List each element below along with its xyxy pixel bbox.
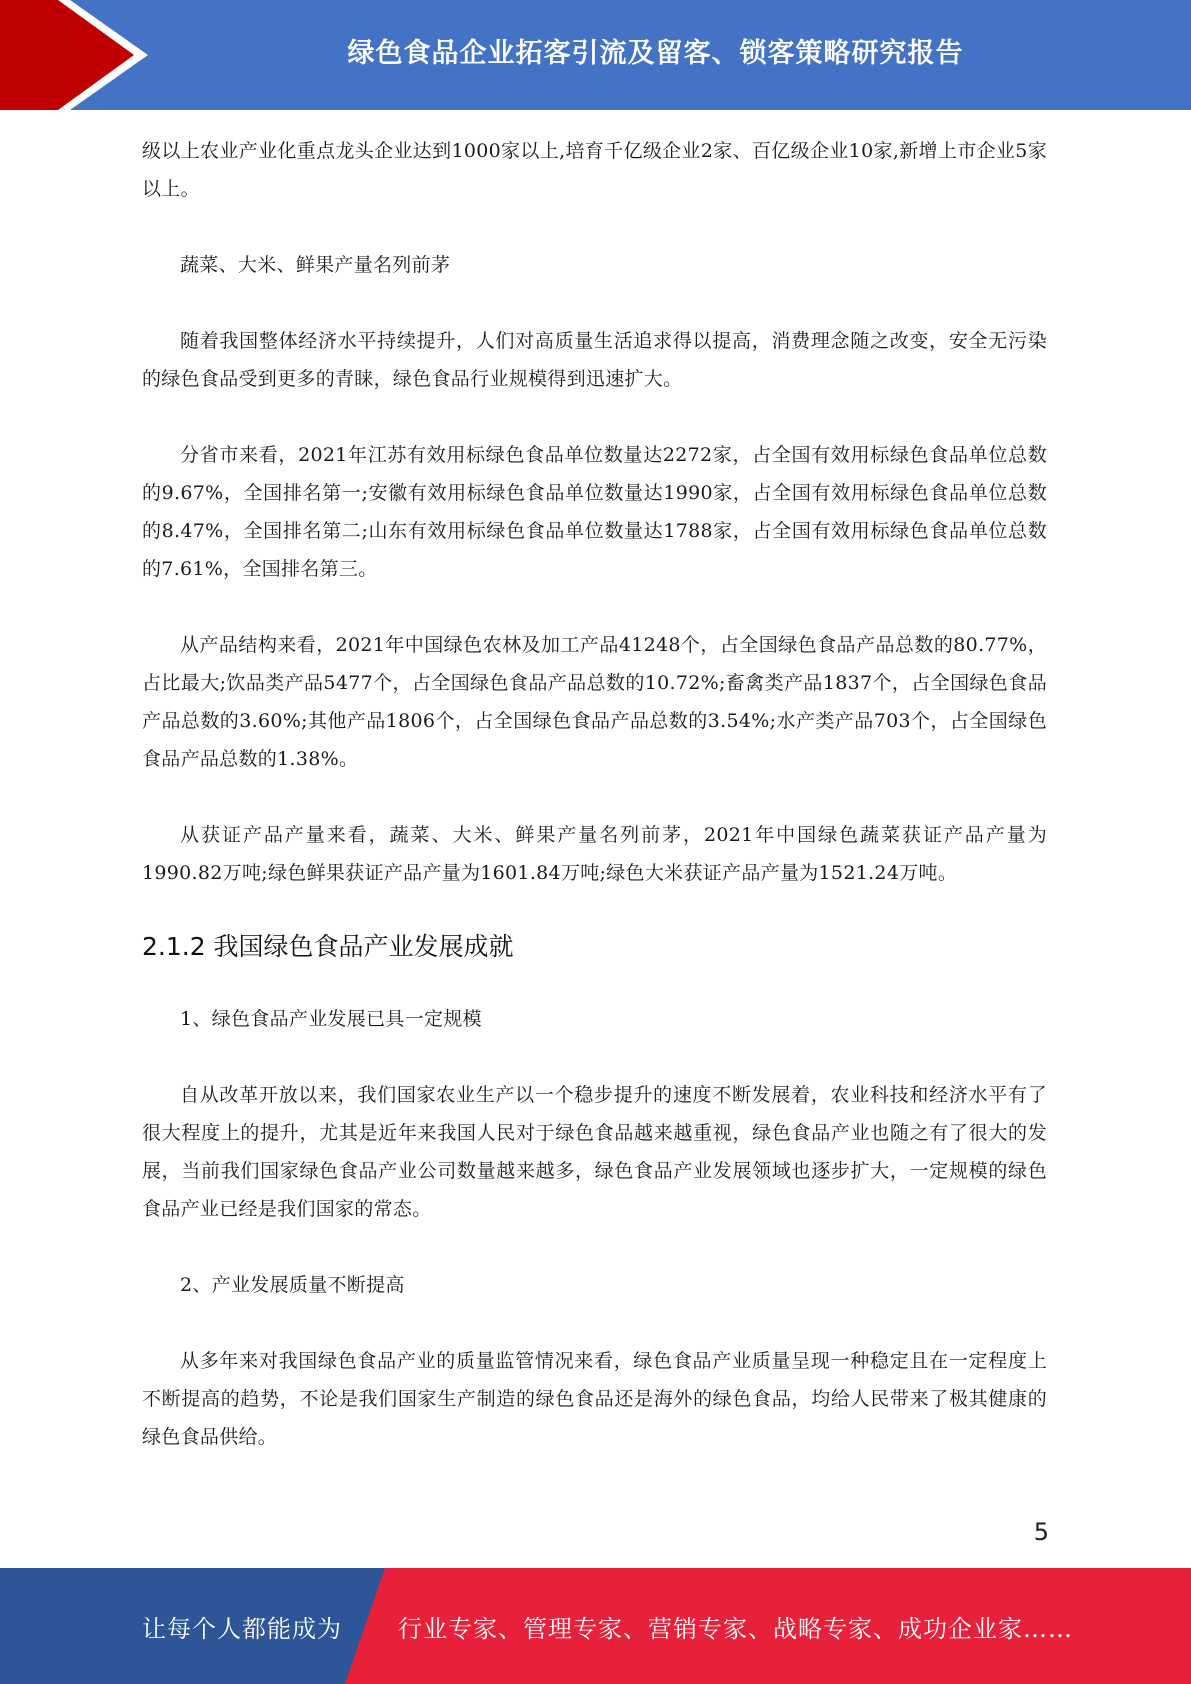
document-body — [142, 132, 1047, 1494]
paragraph-by-province: 分省市来看，2021年江苏有效用标绿色食品单位数量达2272家，占全国有效用标绿色食品单位总数的9.67%，全国排名第一;安徽有效用标绿色食品单位数量达1990家，占全国有效用标绿色食品单位总数的8.47%，全国排名第二;山东有效用标绿色食品单位数量达1788家，占全国有效用标绿色食品单位总数的7.61%，全国排名第三。 — [142, 444, 1047, 580]
paragraph-continuation: 级以上农业产业化重点龙头企业达到1000家以上,培育千亿级企业2家、百亿级企业10家,新增上市企业5家以上。 — [142, 140, 1047, 200]
paragraph-reform-development: 自从改革开放以来，我们国家农业生产以一个稳步提升的速度不断发展着，农业科技和经济水平有了很大程度上的提升，尤其是近年来我国人民对于绿色食品越来越重视，绿色食品产业也随之有了很大的发展，当前我们国家绿色食品产业公司数量越来越多，绿色食品产业发展领域也逐步扩大，一定规模的绿色食品产业已经是我们国家的常态。 — [142, 1084, 1047, 1220]
page-header — [0, 0, 1191, 110]
paragraph-certified-output: 从获证产品产量来看，蔬菜、大米、鲜果产量名列前茅，2021年中国绿色蔬菜获证产品产量为1990.82万吨;绿色鲜果获证产品产量为1601.84万吨;绿色大米获证产品产量为1521.24万吨。 — [142, 824, 1047, 884]
paragraph-subtitle-produce: 蔬菜、大米、鲜果产量名列前茅 — [180, 254, 451, 276]
paragraph-product-structure: 从产品结构来看，2021年中国绿色农林及加工产品41248个，占全国绿色食品产品总数的80.77%，占比最大;饮品类产品5477个，占全国绿色食品产品总数的10.72%;畜禽类产品1837个，占全国绿色食品产品总数的3.60%;其他产品1806个，占全国绿色食品产品总数的3.54%;水产类产品703个，占全国绿色食品产品总数的1.38%。 — [142, 634, 1047, 770]
section-heading: 2.1.2 我国绿色食品产业发展成就 — [142, 932, 514, 961]
paragraph-point-1: 1、绿色食品产业发展已具一定规模 — [180, 1008, 482, 1030]
header-title: 绿色食品企业拓客引流及留客、锁客策略研究报告 — [347, 37, 964, 69]
header-red-arrow — [0, 0, 134, 110]
footer-slogan-left: 让每个人都能成为 — [142, 1614, 342, 1643]
page-number: 5 — [1033, 1518, 1049, 1546]
footer-slogan-right: 行业专家、管理专家、营销专家、战略专家、成功企业家…… — [398, 1614, 1073, 1643]
paragraph-point-2: 2、产业发展质量不断提高 — [180, 1274, 405, 1296]
page-footer — [0, 1568, 1191, 1684]
paragraph-industry-scale: 随着我国整体经济水平持续提升，人们对高质量生活追求得以提高，消费理念随之改变，安全无污染的绿色食品受到更多的青睐，绿色食品行业规模得到迅速扩大。 — [142, 330, 1047, 390]
paragraph-quality-supervision: 从多年来对我国绿色食品产业的质量监管情况来看，绿色食品产业质量呈现一种稳定且在一定程度上不断提高的趋势，不论是我们国家生产制造的绿色食品还是海外的绿色食品，均给人民带来了极其健康的绿色食品供给。 — [142, 1350, 1047, 1448]
